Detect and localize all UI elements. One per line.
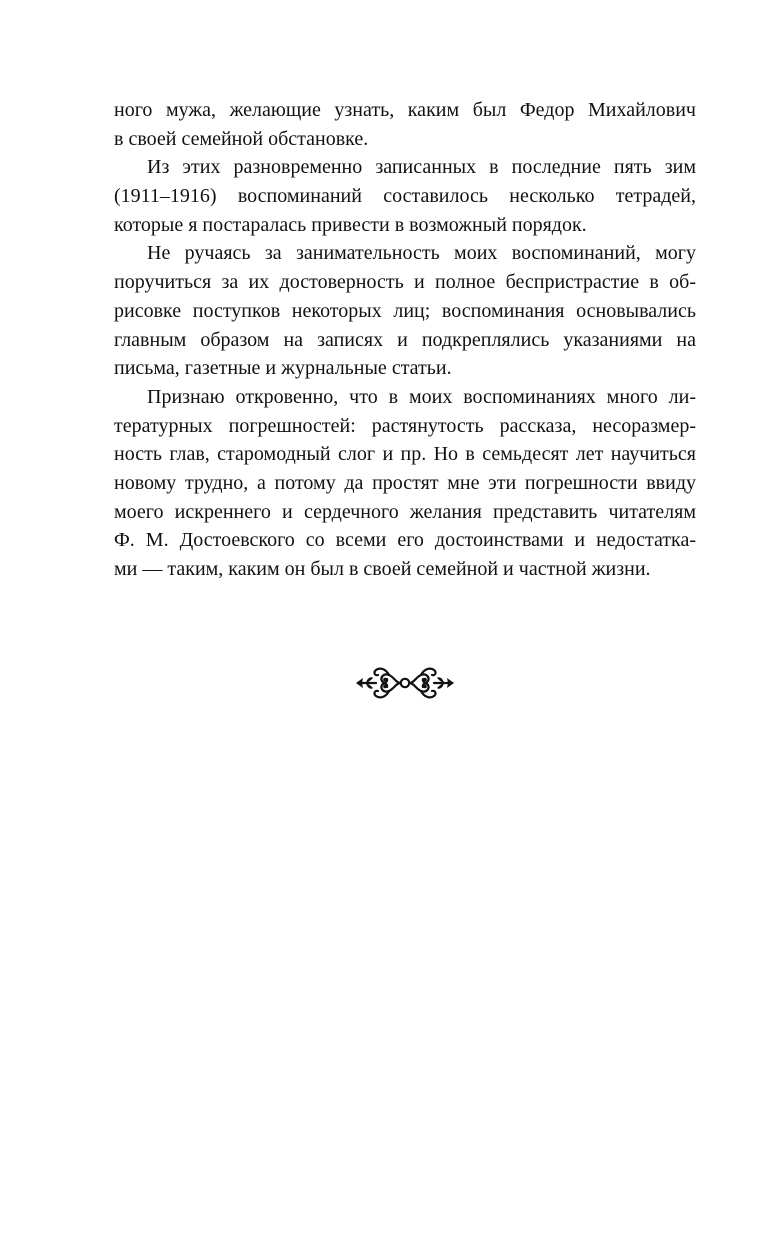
text-line: Ф. М. Достоевского со всеми его достоинствами и недостатка- xyxy=(114,529,696,552)
text-line: Из этих разновременно записанных в последние пять зим xyxy=(147,156,696,179)
text-line: рисовке поступков некоторых лиц; воспоминания основывались xyxy=(114,299,696,322)
text-line: Признаю откровенно, что в моих воспоминаниях много ли- xyxy=(147,385,696,408)
paragraph xyxy=(114,96,696,153)
text-line: поручиться за их достоверность и полное беспристрастие в об- xyxy=(114,271,696,294)
text-line: новому трудно, а потому да простят мне эти погрешности ввиду xyxy=(114,471,696,494)
text-line: которые я постаралась привести в возможный порядок. xyxy=(114,213,587,236)
text-line: письма, газетные и журнальные статьи. xyxy=(114,357,452,380)
text-line: ность глав, старомодный слог и пр. Но в семьдесят лет научиться xyxy=(114,443,696,466)
text-line: тературных погрешностей: растянутость рассказа, несоразмер- xyxy=(114,414,696,437)
paragraph xyxy=(114,239,696,382)
text-line: главным образом на записях и подкреплялись указаниями на xyxy=(114,328,696,351)
paragraph xyxy=(114,153,696,239)
text-line: моего искреннего и сердечного желания представить читателям xyxy=(114,500,696,523)
text-line: Не ручаясь за занимательность моих воспоминаний, могу xyxy=(147,242,696,265)
text-line: в своей семейной обстановке. xyxy=(114,127,369,150)
fleuron-ornament-icon xyxy=(354,661,456,705)
text-line: ми — таким, каким он был в своей семейной и частной жизни. xyxy=(114,558,651,580)
paragraph xyxy=(114,383,696,584)
text-line: (1911–1916) воспоминаний составилось несколько тетрадей, xyxy=(114,185,696,208)
page-body xyxy=(114,96,696,584)
text-line: ного мужа, желающие узнать, каким был Федор Михайлович xyxy=(114,99,696,121)
